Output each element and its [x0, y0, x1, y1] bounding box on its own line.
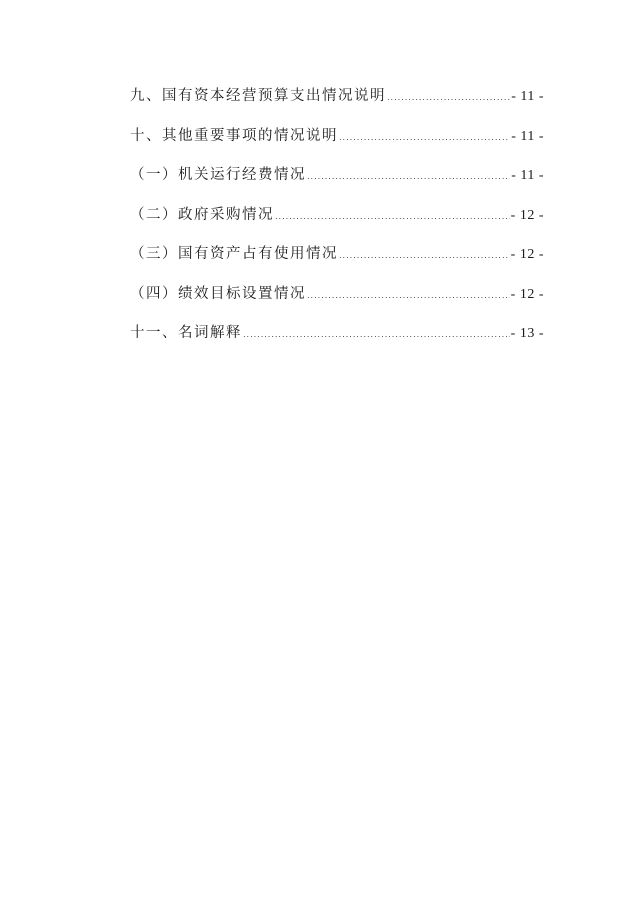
toc-entry-title: （一）机关运行经费情况 [130, 167, 306, 183]
toc-page-number: - 11 - [511, 89, 544, 104]
toc-dot-leader [307, 172, 510, 181]
toc-entry-section-11[interactable] [130, 321, 544, 361]
toc-entry-section-10-2[interactable] [130, 203, 544, 243]
toc-entry-section-10-3[interactable] [130, 242, 544, 282]
toc-page-number: - 12 - [510, 207, 544, 223]
toc-entry-title: （二）政府采购情况 [130, 206, 274, 223]
toc-page-number: - 11 - [511, 128, 544, 144]
toc-entry-title: 十、其他重要事项的情况说明 [130, 127, 338, 144]
toc-dot-leader [387, 93, 510, 102]
toc-dot-leader [307, 291, 510, 300]
toc-dot-leader [243, 330, 510, 339]
toc-entry-title: （四）绩效目标设置情况 [130, 285, 306, 302]
toc-dot-leader [275, 212, 510, 221]
toc-entry-section-9[interactable] [130, 84, 544, 124]
toc-entry-title: （三）国有资产占有使用情况 [130, 246, 338, 262]
toc-entry-title: 九、国有资本经营预算支出情况说明 [130, 88, 386, 104]
table-of-contents [130, 84, 544, 361]
toc-page-number: - 12 - [510, 286, 544, 302]
toc-entry-title: 十一、名词解释 [130, 325, 242, 341]
toc-page-number: - 11 - [511, 168, 544, 183]
toc-page-number: - 13 - [510, 326, 544, 341]
toc-dot-leader [339, 251, 510, 260]
toc-entry-section-10-1[interactable] [130, 163, 544, 203]
toc-dot-leader [339, 133, 510, 142]
toc-entry-section-10[interactable] [130, 124, 544, 164]
toc-entry-section-10-4[interactable] [130, 282, 544, 322]
toc-page-number: - 12 - [510, 247, 544, 262]
